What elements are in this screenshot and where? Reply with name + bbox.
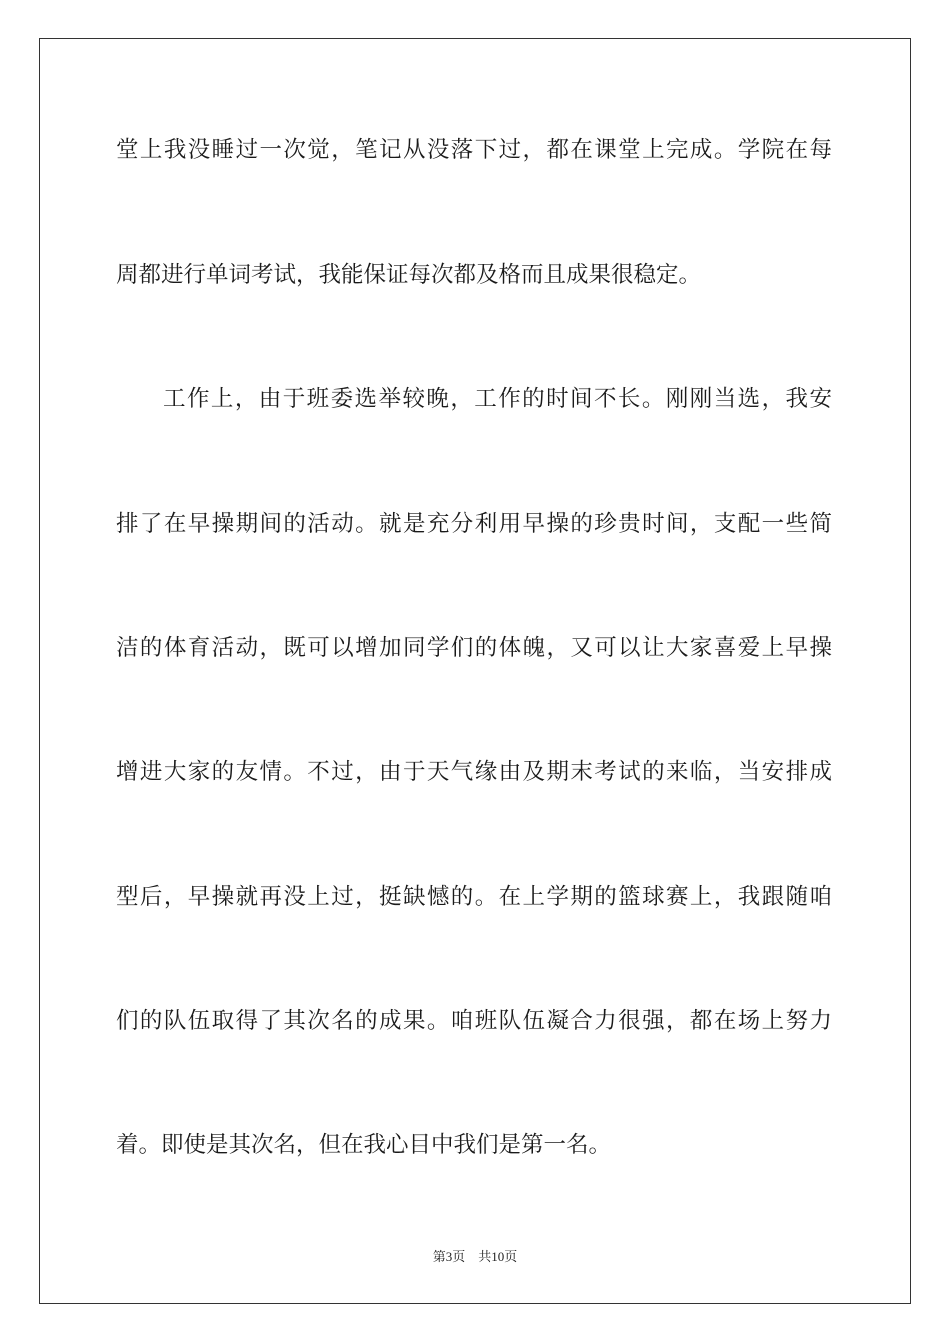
paragraph-line: 型后，早操就再没上过，挺缺憾的。在上学期的篮球赛上，我跟随咱 (116, 884, 832, 910)
page-number-footer: 第3页 共10页 (432, 1249, 518, 1264)
paragraph-line: 堂上我没睡过一次觉，笔记从没落下过，都在课堂上完成。学院在每 (116, 137, 832, 163)
paragraph-line: 排了在早操期间的活动。就是充分利用早操的珍贵时间，支配一些简 (116, 511, 832, 537)
paragraph-line: 们的队伍取得了其次名的成果。咱班队伍凝合力很强，都在场上努力 (116, 1008, 832, 1034)
paragraph-line: 增进大家的友情。不过，由于天气缘由及期末考试的来临，当安排成 (116, 759, 832, 785)
paragraph-line: 周都进行单词考试，我能保证每次都及格而且成果很稳定。 (116, 262, 702, 288)
paragraph-line: 着。即使是其次名，但在我心目中我们是第一名。 (116, 1132, 612, 1158)
paragraph-line: 工作上，由于班委选举较晚，工作的时间不长。刚刚当选，我安 (163, 386, 832, 412)
page-frame (39, 38, 911, 1304)
paragraph-line: 洁的体育活动，既可以增加同学们的体魄，又可以让大家喜爱上早操 (116, 635, 832, 661)
